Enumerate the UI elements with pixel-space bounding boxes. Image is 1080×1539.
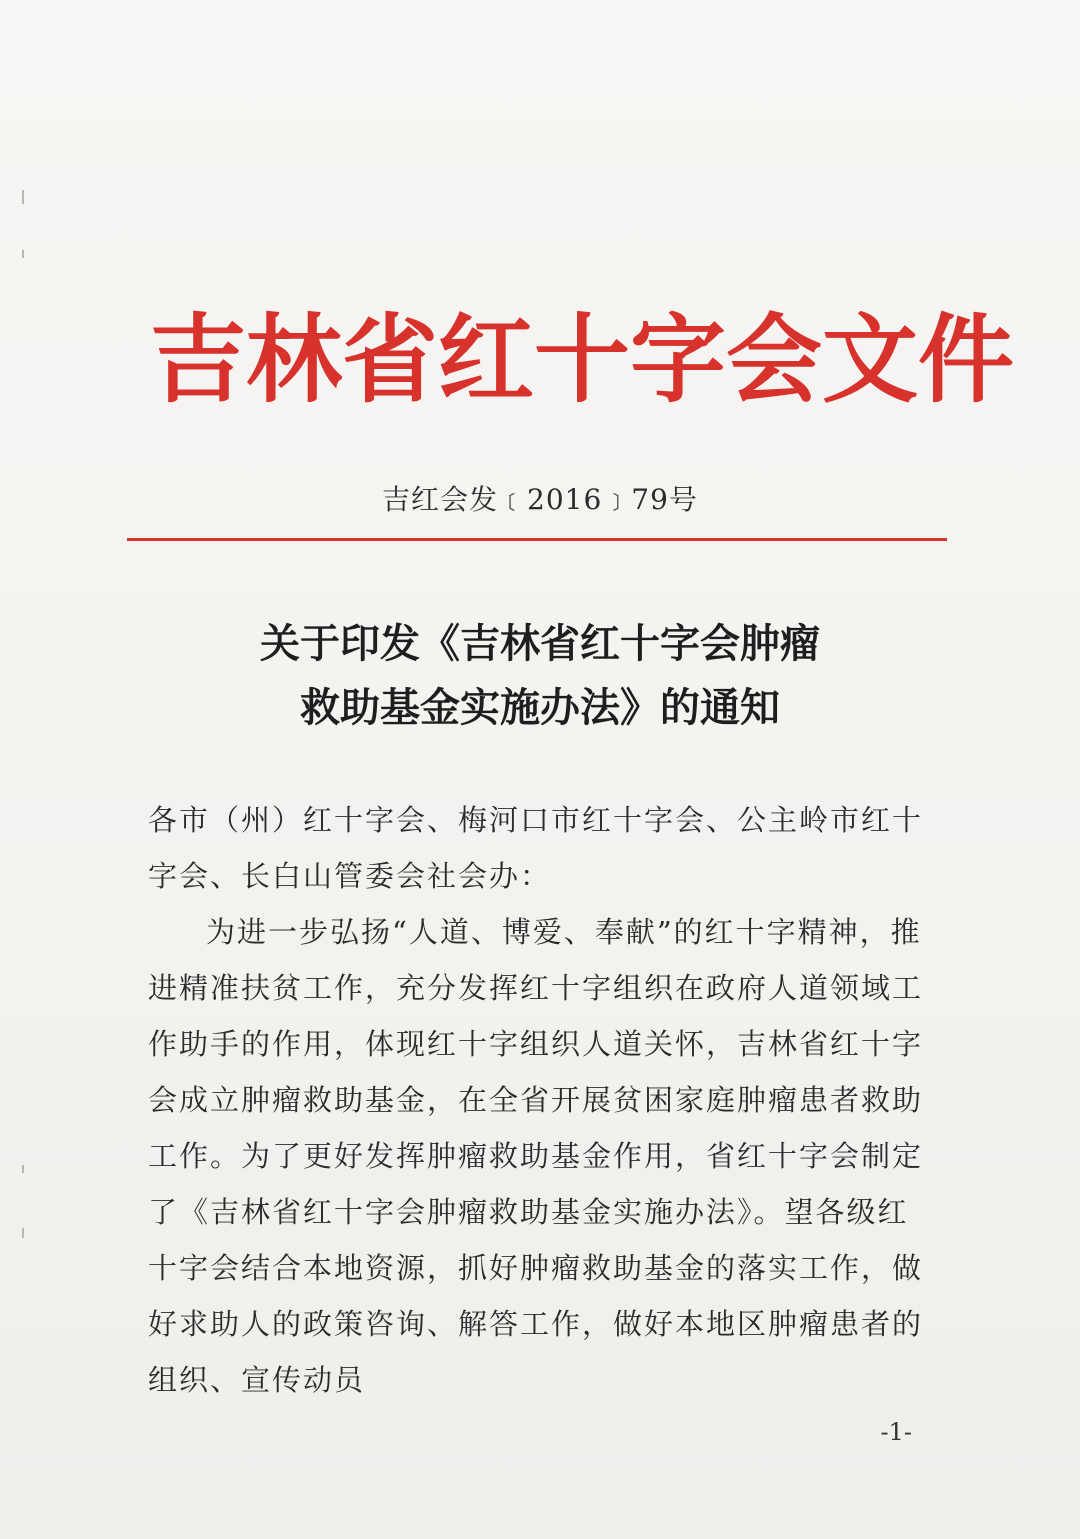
document-number: 吉红会发﹝2016﹞79号 xyxy=(382,483,698,516)
masthead-title xyxy=(150,295,1014,425)
masthead-char: 件 xyxy=(918,304,1014,416)
title-line-1: 关于印发《吉林省红十字会肿瘤 xyxy=(260,620,820,667)
binding-mark xyxy=(22,190,24,204)
document-body xyxy=(148,792,930,1408)
page-number: -1- xyxy=(880,1418,912,1446)
masthead-char: 文 xyxy=(822,304,918,416)
masthead-char: 省 xyxy=(342,304,438,416)
salutation: 各市（州）红十字会、梅河口市红十字会、公主岭市红十字会、长白山管委会社会办： xyxy=(148,803,924,893)
binding-mark xyxy=(22,1165,24,1173)
masthead-char: 十 xyxy=(534,304,630,416)
masthead-char: 红 xyxy=(438,304,534,416)
masthead-char: 会 xyxy=(726,304,822,416)
binding-mark xyxy=(22,250,24,258)
binding-mark xyxy=(22,1228,24,1238)
masthead-char: 字 xyxy=(630,304,726,416)
document-title xyxy=(0,612,1080,740)
body-paragraph: 为进一步弘扬“人道、博爱、奉献”的红十字精神，推进精准扶贫工作，充分发挥红十字组织在政府人道领域工作助手的作用，体现红十字组织人道关怀，吉林省红十字会成立肿瘤救助基金，在全省开展贫困家庭肿瘤患者救助工作。为了更好发挥肿瘤救助基金作用，省红十字会制定了《吉林省红十字会肿瘤救助基金实施办法》。望各级红十字会结合本地资源，抓好肿瘤救助基金的落实工作，做好求助人的政策咨询、解答工作，做好本地区肿瘤患者的组织、宣传动员 xyxy=(148,915,924,1397)
red-divider-line xyxy=(127,538,947,541)
masthead-char: 林 xyxy=(246,304,342,416)
title-line-2: 救助基金实施办法》的通知 xyxy=(300,684,780,731)
masthead-char: 吉 xyxy=(150,304,246,416)
